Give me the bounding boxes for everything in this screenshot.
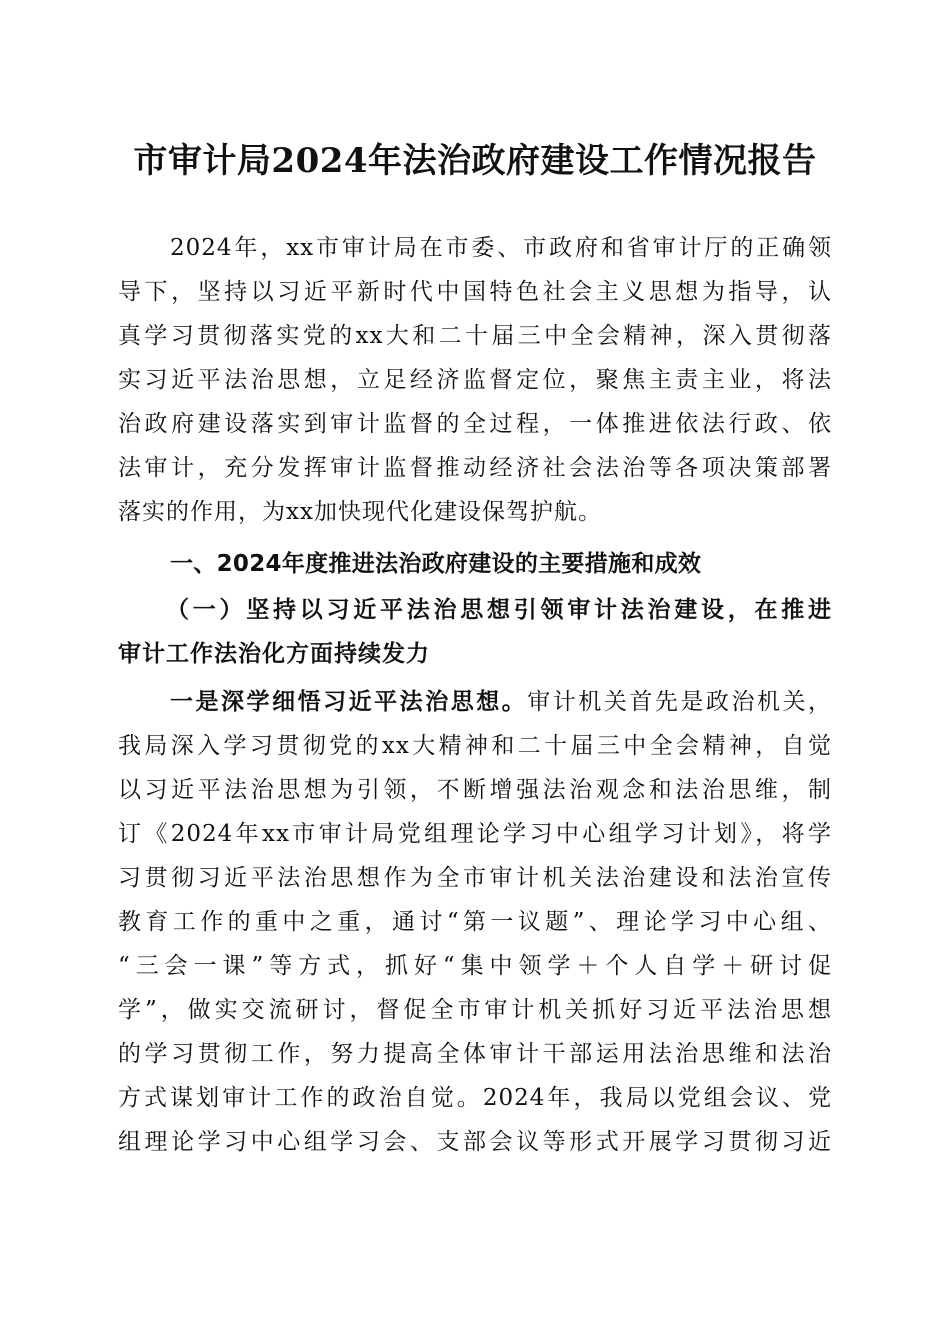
section-heading: 一、2024年度推进法治政府建设的主要措施和成效 <box>170 551 702 577</box>
intro-line-1: 2024年，xx市审计局在市委、市政府和省审计厅的正确领 <box>170 235 832 261</box>
intro-line-5: 治政府建设落实到审计监督的全过程，一体推进依法行政、依 <box>118 411 832 437</box>
point1-line-6: 教育工作的重中之重，通讨“第一议题”、理论学习中心组、 <box>118 909 832 935</box>
intro-line-2: 导下，坚持以习近平新时代中国特色社会主义思想为指导，认 <box>118 279 832 305</box>
intro-line-7: 落实的作用，为xx加快现代化建设保驾护航。 <box>118 499 602 525</box>
document-title: 市审计局2024年法治政府建设工作情况报告 <box>133 141 817 181</box>
point1-line-10: 方式谋划审计工作的政治自觉。2024年，我局以党组会议、党 <box>118 1085 832 1111</box>
intro-line-3: 真学习贯彻落实党的xx大和二十届三中全会精神，深入贯彻落 <box>118 323 832 349</box>
intro-line-4: 实习近平法治思想，立足经济监督定位，聚焦主责主业，将法 <box>118 367 832 393</box>
point1-line-9: 的学习贯彻工作，努力提高全体审计干部运用法治思维和法治 <box>118 1041 832 1067</box>
intro-line-6: 法审计，充分发挥审计监督推动经济社会法治等各项决策部署 <box>118 455 832 481</box>
point1-line-3: 以习近平法治思想为引领，不断增强法治观念和法治思维，制 <box>118 777 832 803</box>
point1-lead: 一是深学细悟习近平法治思想。 <box>170 688 528 715</box>
point1-line-1: 审计机关首先是政治机关， <box>527 689 832 715</box>
subsection-heading-line-1: （一）坚持以习近平法治思想引领审计法治建设，在推进 <box>166 596 832 623</box>
point1-line-2: 我局深入学习贯彻党的xx大精神和二十届三中全会精神，自觉 <box>118 733 832 759</box>
point1-first-line <box>118 680 832 724</box>
point1-line-7: “三会一课”等方式，抓好“集中领学＋个人自学＋研讨促 <box>118 953 832 979</box>
point1-line-11: 组理论学习中心组学习会、支部会议等形式开展学习贯彻习近 <box>118 1129 832 1155</box>
point1-line-5: 习贯彻习近平法治思想作为全市审计机关法治建设和法治宣传 <box>118 865 832 891</box>
point1-line-8: 学”，做实交流研讨，督促全市审计机关抓好习近平法治思想 <box>118 997 832 1023</box>
point1-line-4: 订《2024年xx市审计局党组理论学习中心组学习计划》，将学 <box>118 821 832 847</box>
subsection-heading-line-2: 审计工作法治化方面持续发力 <box>118 640 430 667</box>
